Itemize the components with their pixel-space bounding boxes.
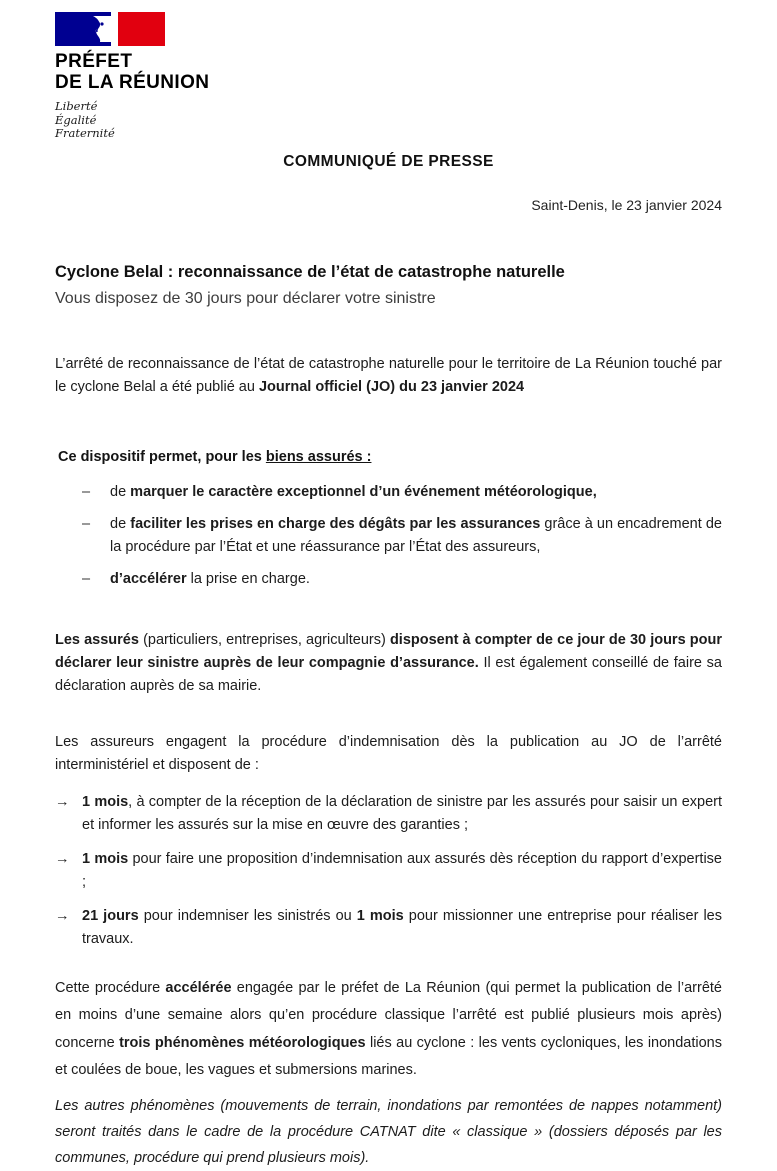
dateline: Saint-Denis, le 23 janvier 2024 bbox=[531, 196, 722, 213]
list-item-text: 21 jours pour indemniser les sinistrés ou 1 mois pour missionner une entreprise pour réaliser les travaux. bbox=[82, 907, 722, 947]
section-heading-dispositif: Ce dispositif permet, pour les biens assurés : bbox=[58, 448, 372, 465]
headline-subtitle: Vous disposez de 30 jours pour déclarer votre sinistre bbox=[55, 289, 436, 307]
prefecture-name-line2: DE LA RÉUNION bbox=[55, 72, 210, 93]
arrow-bullet-icon: → bbox=[55, 907, 70, 924]
arrow-bullet-icon: → bbox=[55, 793, 70, 810]
republic-motto bbox=[55, 100, 722, 141]
paragraph-intro: L’arrêté de reconnaissance de l’état de catastrophe naturelle pour le territoire de La Réunion touché par le cyclone Belal a été publié au Journal officiel (JO) du 23 janvier 2024 bbox=[55, 355, 722, 395]
arrow-bullet-icon: → bbox=[55, 850, 70, 867]
paragraph-autres-phenomenes: Les autres phénomènes (mouvements de terrain, inondations par remontées de nappes notamment) seront traités dans le cadre de la procédure CATNAT dite « classique » (dossiers déposés par les communes, procédure qui prend plusieurs mois). bbox=[55, 1097, 722, 1166]
paragraph-procedure: Cette procédure accélérée engagée par le préfet de La Réunion (qui permet la publication de l’arrêté en moins d’une semaine alors qu’en procédure classique l’arrêté est publié plusieurs mois après) concerne trois phénomènes météorologiques liés au cyclone : les vents cycloniques, les inondations et coulées de boue, les vagues et submersions marines. bbox=[55, 979, 722, 1078]
prefecture-name-line1: PRÉFET bbox=[55, 51, 133, 72]
headline-title: Cyclone Belal : reconnaissance de l’état de catastrophe naturelle bbox=[55, 262, 565, 281]
motto-fraternite: Fraternité bbox=[55, 126, 115, 140]
list-item-text: 1 mois pour faire une proposition d’indemnisation aux assurés dès réception du rapport d’expertise ; bbox=[82, 850, 722, 890]
list-item-text: d’accélérer la prise en charge. bbox=[110, 570, 310, 587]
list-item-text: de marquer le caractère exceptionnel d’un événement météorologique, bbox=[110, 483, 597, 500]
list-item-text: 1 mois, à compter de la réception de la déclaration de sinistre par les assurés pour saisir un expert et informer les assurés sur la mise en œuvre des garanties ; bbox=[82, 793, 722, 833]
paragraph-assureurs: Les assureurs engagent la procédure d’indemnisation dès la publication au JO de l’arrêté interministériel et disposent de : bbox=[55, 733, 722, 773]
motto-liberte: Liberté bbox=[55, 99, 98, 113]
list-item bbox=[55, 905, 722, 951]
french-flag-marianne-icon bbox=[55, 12, 165, 46]
state-logo bbox=[55, 12, 722, 141]
dash-bullet-icon: – bbox=[82, 570, 91, 587]
list-item bbox=[55, 513, 722, 559]
list-item bbox=[55, 848, 722, 894]
dispositif-list bbox=[55, 481, 722, 591]
dash-bullet-icon: – bbox=[82, 515, 91, 532]
prefecture-name bbox=[55, 51, 722, 93]
delais-list bbox=[55, 791, 722, 951]
headline bbox=[55, 260, 722, 311]
press-release-label: COMMUNIQUÉ DE PRESSE bbox=[283, 152, 494, 170]
list-item-text: de faciliter les prises en charge des dégâts par les assurances grâce à un encadrement de la procédure par l’État et une réassurance par l’État des assureurs, bbox=[110, 515, 722, 555]
list-item bbox=[55, 568, 722, 591]
paragraph-assures: Les assurés (particuliers, entreprises, agriculteurs) disposent à compter de ce jour de 30 jours pour déclarer leur sinistre auprès de leur compagnie d’assurance. Il est également conseillé de faire sa déclaration auprès de sa mairie. bbox=[55, 631, 722, 694]
dash-bullet-icon: – bbox=[82, 483, 91, 500]
list-item bbox=[55, 481, 722, 504]
list-item bbox=[55, 791, 722, 837]
motto-egalite: Égalité bbox=[55, 112, 97, 127]
